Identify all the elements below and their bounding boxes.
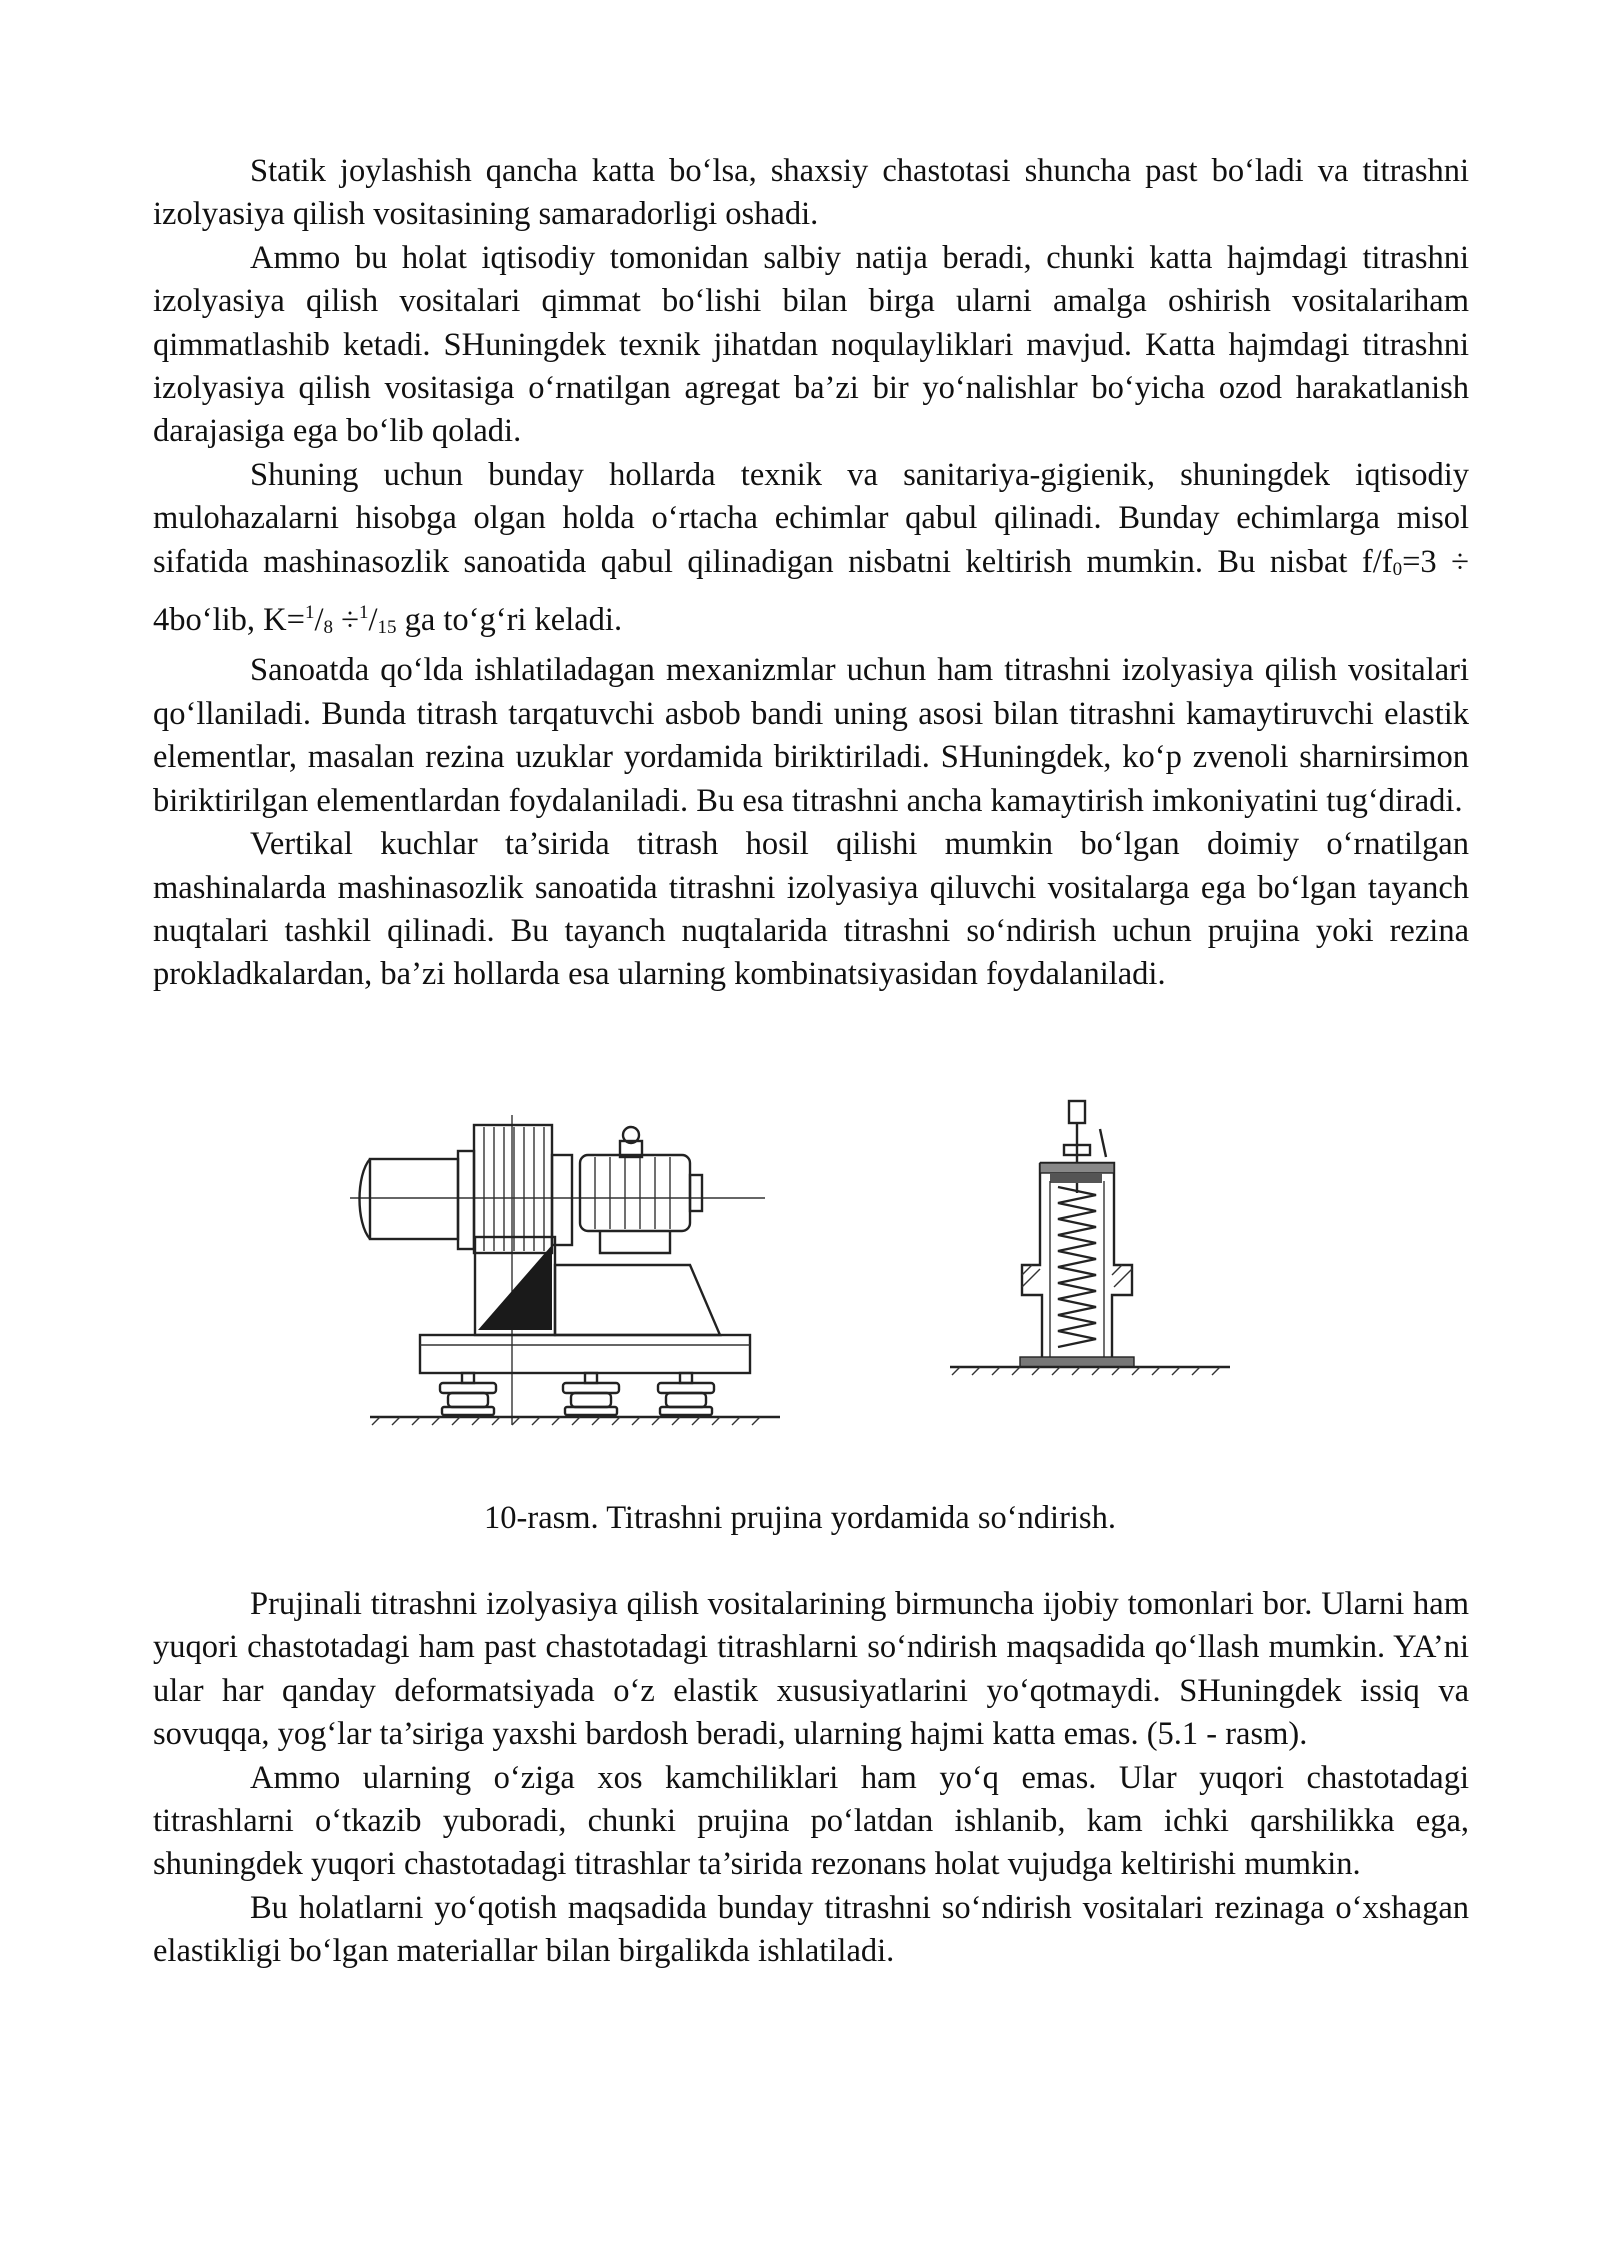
paragraph-4: Sanoatda qo‘lda ishlatiladagan mexanizmlar uchun ham titrashni izolyasiya qilish vositalari qo‘llaniladi. Bunda titrash tarqatuvchi asbob bandi uning asosi bilan titrashni kamaytiruvchi elastik elementlar, masalan rezina uzuklar yordamida biriktiriladi. SHuningdek, ko‘p zvenoli sharnirsimon biriktirilgan elementlardan foydalaniladi. Bu esa titrashni ancha kamaytirish imkoniyatini tug‘diradi. (153, 652, 1469, 819)
superscript-one-b: 1 (358, 602, 369, 624)
figure-caption: 10-rasm. Titrashni prujina yordamida so‘ndirish. (484, 1500, 1116, 1536)
text-block-bottom (153, 1583, 1469, 1974)
paragraph-7: Ammo ularning o‘ziga xos kamchiliklari ham yo‘q emas. Ular yuqori chastotadagi titrashlarni o‘tkazib yuboradi, chunki prujina po‘latdan ishlanib, kam ichki qarshilikka ega, shuningdek yuqori chastotadagi titrashlar ta’sirida rezonans holat vujudga keltirishi mumkin. (153, 1759, 1469, 1883)
ratio-text-before: Shuning uchun bunday hollarda texnik va sanitariya-gigienik, shuningdek iqtisodiy mulohazalarni hisobga olgan holda o‘rtacha echimlar qabul qilinadi. Bunday echimlarga misol sifatida mashinasozlik sanoatida qabul qilinadigan nisbatni keltirish mumkin. Bu nisbat f/f (153, 456, 1469, 580)
spring-isolator-section-drawing (950, 1101, 1230, 1375)
subscript-zero: 0 (1392, 558, 1403, 580)
paragraph-1: Statik joylashish qancha katta bo‘lsa, shaxsiy chastotasi shuncha past bo‘ladi va titrashni izolyasiya qilish vositasining samaradorligi oshadi. (153, 153, 1469, 233)
paragraph-6: Prujinali titrashni izolyasiya qilish vositalarining birmuncha ijobiy tomonlari bor. Ularni ham yuqori chastotadagi ham past chastotadagi titrashlarni so‘ndirish maqsadida qo‘llash mumkin. YA’ni ular har qanday deformatsiyada o‘z elastik xususiyatlarini yo‘qotmaydi. SHuningdek issiq va sovuqqa, yog‘lar ta’siriga yaxshi bardosh beradi, ularning hajmi katta emas. (5.1 - rasm). (153, 1586, 1469, 1753)
subscript-eight: 8 (323, 617, 333, 639)
superscript-one-a: 1 (304, 602, 315, 624)
machine-on-springs-drawing (350, 1115, 780, 1425)
paragraph-5: Vertikal kuchlar ta’sirida titrash hosil qilishi mumkin bo‘lgan doimiy o‘rnatilgan mashinalarda mashinasozlik sanoatida titrashni izolyasiya qiluvchi vositalarga ega bo‘lgan tayanch nuqtalari tashkil qilinadi. Bu tayanch nuqtalarida titrashni so‘ndirish uchun prujina yoki rezina prokladkalardan, ba’zi hollarda esa ularning kombinatsiyasidan foydalaniladi. (153, 826, 1469, 993)
fraction-slash-b: / (368, 602, 378, 639)
text-block-top (153, 150, 1469, 997)
paragraph-2: Ammo bu holat iqtisodiy tomonidan salbiy natija beradi, chunki katta hajmdagi titrashni izolyasiya qilish vositalari qimmat bo‘lishi bilan birga ularni amalga oshirish vositalariham qimmatlashib ketadi. SHuningdek texnik jihatdan noqulayliklari mavjud. Katta hajmdagi titrashni izolyasiya qilish vositasiga o‘rnatilgan agregat ba’zi bir yo‘nalishlar bo‘yicha ozod harakatlanish darajasiga ega bo‘lib qoladi. (153, 239, 1469, 450)
paragraph-8: Bu holatlarni yo‘qotish maqsadida bunday titrashni so‘ndirish vositalari rezinaga o‘xshagan elastikligi bo‘lgan materiallar bilan birgalikda ishlatiladi. (153, 1889, 1469, 1970)
division-sign: ÷ (332, 602, 359, 639)
ratio-text-mid: =3 ÷ 4bo‘lib, K= (153, 543, 1469, 639)
ratio-text-after: ga to‘g‘ri keladi. (396, 602, 623, 639)
paragraph-3-ratio (153, 454, 1469, 650)
figure-spring-isolation (0, 1095, 1600, 1450)
figure-drawings (0, 1095, 1600, 1450)
subscript-fifteen: 15 (377, 617, 397, 639)
fraction-slash-a: / (314, 602, 324, 639)
